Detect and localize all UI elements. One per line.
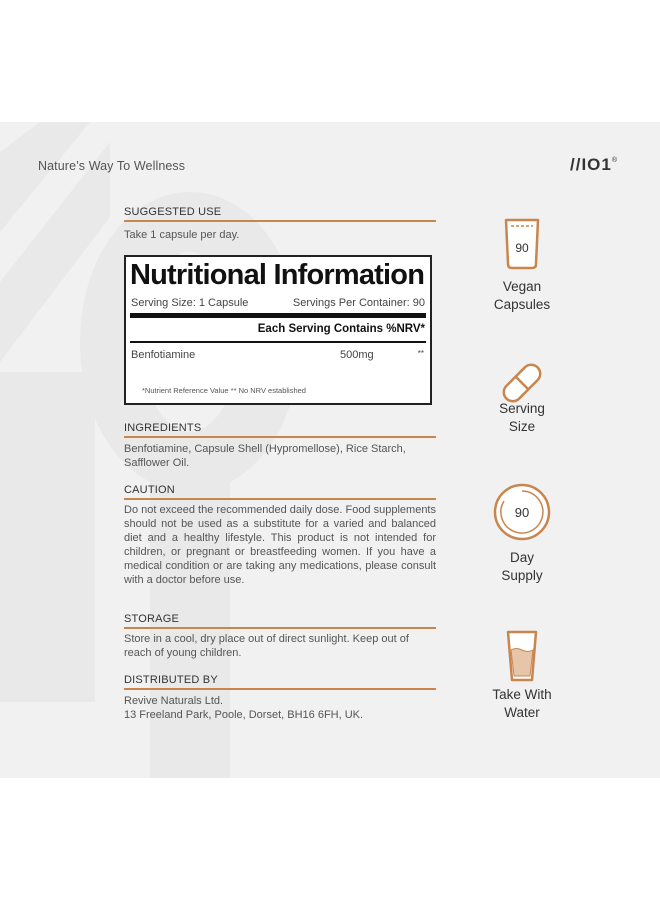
distributor-address: 13 Freeland Park, Poole, Dorset, BH16 6FH, UK.	[124, 709, 364, 721]
feature-label-line: Supply	[501, 568, 543, 583]
feature-label-line: Day	[509, 550, 534, 565]
feature-label-line: Take With	[492, 687, 552, 702]
feature-label-line: Capsules	[493, 297, 551, 312]
suggested-use-text: Take 1 capsule per day.	[124, 229, 240, 241]
feature-label-line: Size	[508, 419, 536, 434]
pouch-icon	[492, 214, 552, 274]
feature-label-supply	[466, 549, 578, 585]
feature-day-supply	[492, 482, 552, 542]
distributor-name: Revive Naturals Ltd.	[124, 695, 224, 707]
distributed-by-heading: DISTRIBUTED BY	[124, 674, 436, 690]
each-serving-header: Each Serving Contains %NRV*	[257, 323, 425, 335]
ingredient-nrv: **	[417, 349, 424, 358]
info-panel	[0, 122, 660, 778]
ingredients-heading: INGREDIENTS	[124, 422, 436, 438]
feature-take-with-water	[492, 628, 552, 684]
feature-label-line: Water	[504, 705, 540, 720]
divider-thin	[130, 341, 426, 343]
ingredients-text: Benfotiamine, Capsule Shell (Hypromellose), Rice Starch, Safflower Oil.	[124, 443, 406, 469]
clock-icon	[492, 482, 552, 542]
feature-label-line: Vegan	[502, 279, 542, 294]
storage-heading: STORAGE	[124, 613, 436, 629]
feature-label-water	[466, 686, 578, 722]
registered-mark: ®	[611, 157, 619, 164]
brand-tagline: Nature’s Way To Wellness	[38, 159, 186, 173]
pouch-count: 90	[515, 241, 529, 255]
caution-heading: CAUTION	[124, 484, 436, 500]
suggested-use-heading: SUGGESTED USE	[124, 206, 436, 222]
servings-per-container: Servings Per Container: 90	[292, 297, 425, 309]
nutrition-table	[124, 255, 432, 405]
logo-text: //IO1	[570, 155, 612, 174]
feature-label-line: Serving	[499, 401, 545, 416]
nutrition-title: Nutritional Information	[130, 259, 425, 291]
brand-logo	[570, 155, 618, 175]
ingredient-name: Benfotiamine	[131, 349, 196, 361]
feature-label-serving	[466, 400, 578, 436]
storage-text: Store in a cool, dry place out of direct sunlight. Keep out of reach of young children.	[124, 633, 409, 659]
glass-icon	[492, 628, 552, 684]
feature-vegan-capsules	[492, 214, 552, 274]
feature-label-vegan	[466, 278, 578, 314]
supply-days: 90	[514, 505, 530, 520]
ingredient-amount: 500mg	[340, 349, 374, 361]
nutrition-footnote: *Nutrient Reference Value ** No NRV established	[142, 386, 306, 395]
caution-text: Do not exceed the recommended daily dose. Food supplements should not be used as a substitute for a varied and balanced diet and a healthy lifestyle. This product is not intended for children, or pregnant or breastfeeding women. If you have a medical condition or are taking any medications, please consult with a doctor before use.	[124, 504, 436, 586]
divider-thick	[130, 313, 426, 318]
serving-size: Serving Size: 1 Capsule	[131, 297, 249, 309]
